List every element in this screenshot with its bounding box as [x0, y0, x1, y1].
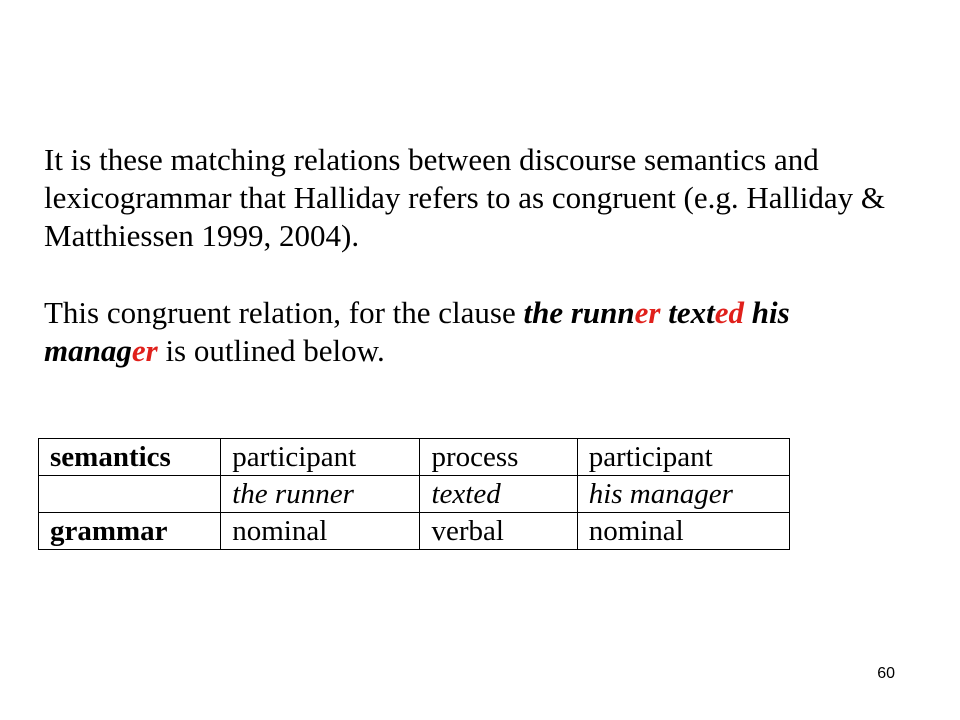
clause-lead-text: This congruent relation, for the clause	[44, 295, 524, 330]
table-cell: nominal	[577, 513, 789, 550]
table-cell: grammar	[39, 513, 221, 550]
clause-word-texted	[668, 295, 744, 330]
runner-stem: runn	[570, 295, 635, 330]
runner-suffix: er	[634, 295, 661, 330]
table-cell	[39, 476, 221, 513]
clause-word-the: the	[523, 295, 564, 330]
table-cell: the runner	[221, 476, 420, 513]
clause-word-runner	[571, 295, 661, 330]
table-cell: nominal	[221, 513, 420, 550]
table-cell: verbal	[420, 513, 577, 550]
table-cell: participant	[221, 439, 420, 476]
manager-suffix: er	[131, 333, 158, 368]
clause-paragraph	[44, 294, 924, 370]
table-row-grammar	[39, 513, 790, 550]
congruence-table	[38, 438, 790, 550]
clause-word-his: his	[751, 295, 790, 330]
table-cell: his manager	[577, 476, 789, 513]
clause-word-manager	[44, 333, 158, 368]
table-cell: process	[420, 439, 577, 476]
texted-suffix: ed	[714, 295, 744, 330]
table-cell: texted	[420, 476, 577, 513]
clause-tail-text: is outlined below.	[157, 333, 385, 368]
table-cell: semantics	[39, 439, 221, 476]
texted-stem: text	[668, 295, 715, 330]
table-row-example	[39, 476, 790, 513]
table-cell: participant	[577, 439, 789, 476]
manager-stem: manag	[44, 333, 132, 368]
intro-paragraph: It is these matching relations between discourse semantics and lexicogrammar that Halliday refers to as congruent (e.g. Halliday & Matthiessen 1999, 2004).	[44, 142, 885, 253]
page-number: 60	[877, 665, 895, 682]
table-row-semantics	[39, 439, 790, 476]
